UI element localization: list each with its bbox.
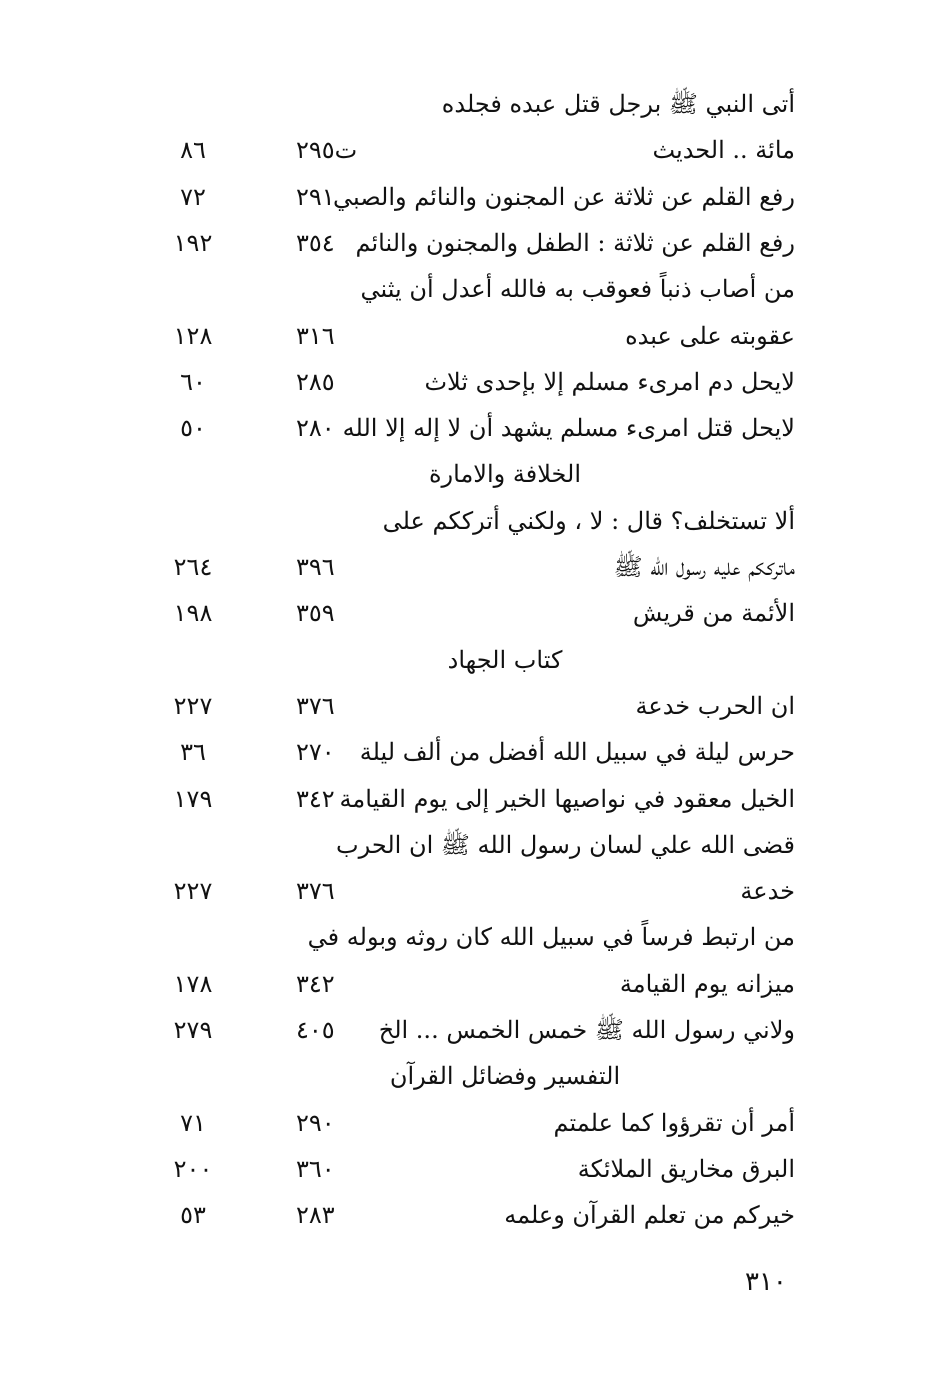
entry-text: لايحل دم امرىء مسلم إلا بإحدى ثلاث bbox=[424, 368, 795, 396]
entry-text: ميزانه يوم القيامة bbox=[619, 970, 795, 998]
section-heading bbox=[0, 451, 935, 497]
entry-text: مائة .. الحديث bbox=[652, 136, 795, 164]
entry-reference-number: ٣١٦ bbox=[296, 322, 335, 350]
entry-text: ولاني رسول الله ﷺ خمس الخمس ... الخ bbox=[378, 1016, 795, 1044]
entry-text: رفع القلم عن ثلاثة عن المجنون والنائم والصبي bbox=[332, 183, 795, 211]
entry-reference-number: ٢٩٠ bbox=[296, 1109, 335, 1137]
entry-page-number: ١٢٨ bbox=[173, 322, 213, 350]
entry-text: من أصاب ذنباً فعوقب به فالله أعدل أن يثني bbox=[360, 275, 795, 303]
section-heading-text: كتاب الجهاد bbox=[447, 646, 563, 674]
entry-text: خدعة bbox=[740, 877, 795, 905]
section-heading-text: التفسير وفضائل القرآن bbox=[389, 1062, 621, 1090]
page-number: ٣١٠ bbox=[745, 1267, 787, 1297]
entry-reference-number: ت٢٩٥ bbox=[296, 136, 358, 164]
entry-reference-number: ٣٩٦ bbox=[296, 553, 335, 581]
entry-page-number: ٧٢ bbox=[180, 183, 206, 211]
entry-reference-number: ٣٦٠ bbox=[296, 1155, 335, 1183]
entry-page-number: ١٧٨ bbox=[173, 970, 213, 998]
entry-reference-number: ٣٧٦ bbox=[296, 692, 335, 720]
entry-page-number: ٢٢٧ bbox=[173, 692, 213, 720]
index-entry bbox=[0, 498, 935, 544]
index-entry bbox=[0, 220, 935, 266]
entry-page-number: ٧١ bbox=[180, 1109, 206, 1137]
index-entry bbox=[0, 359, 935, 405]
entry-text: أتى النبي ﷺ برجل قتل عبده فجلده bbox=[441, 90, 795, 118]
entry-page-number: ٨٦ bbox=[180, 136, 206, 164]
entry-page-number: ٦٠ bbox=[180, 368, 206, 396]
entry-page-number: ٥٠ bbox=[180, 414, 206, 442]
entry-page-number: ٣٦ bbox=[180, 738, 206, 766]
entry-text: عقوبته على عبده bbox=[625, 322, 795, 350]
entry-text: البرق مخاريق الملائكة bbox=[577, 1155, 795, 1183]
section-heading-text: الخلافة والامارة bbox=[428, 460, 582, 488]
index-entry bbox=[0, 313, 935, 359]
entry-page-number: ١٧٩ bbox=[173, 785, 213, 813]
index-entry bbox=[0, 405, 935, 451]
index-entry bbox=[0, 776, 935, 822]
entry-text: حرس ليلة في سبيل الله أفضل من ألف ليلة bbox=[359, 738, 795, 766]
entry-reference-number: ٢٩١ bbox=[296, 183, 335, 211]
entry-text: من ارتبط فرساً في سبيل الله كان روثه وبوله في bbox=[307, 923, 795, 951]
entry-text: رفع القلم عن ثلاثة : الطفل والمجنون والنائم bbox=[355, 229, 795, 257]
entry-text: ماترككم عليه رسول الله ﷺ bbox=[613, 553, 795, 581]
entry-text: الأئمة من قريش bbox=[632, 599, 795, 627]
index-entry bbox=[0, 590, 935, 636]
entry-page-number: ١٩٨ bbox=[173, 599, 213, 627]
index-entry bbox=[0, 127, 935, 173]
index-entry bbox=[0, 1007, 935, 1053]
entry-reference-number: ٣٤٢ bbox=[296, 785, 335, 813]
entry-reference-number: ٤٠٥ bbox=[296, 1016, 335, 1044]
index-entry bbox=[0, 81, 935, 127]
entry-text: لايحل قتل امرىء مسلم يشهد أن لا إله إلا الله bbox=[342, 414, 795, 442]
entry-text: الخيل معقود في نواصيها الخير إلى يوم القيامة bbox=[339, 785, 795, 813]
entry-page-number: ٢٦٤ bbox=[173, 553, 213, 581]
index-entry bbox=[0, 174, 935, 220]
entry-text: ان الحرب خدعة bbox=[635, 692, 795, 720]
index-entry bbox=[0, 729, 935, 775]
entry-text: خيركم من تعلم القرآن وعلمه bbox=[504, 1201, 795, 1229]
index-entry bbox=[0, 914, 935, 960]
entry-reference-number: ٢٨٥ bbox=[296, 368, 335, 396]
index-entry bbox=[0, 822, 935, 868]
index-entry bbox=[0, 961, 935, 1007]
entry-reference-number: ٣٧٦ bbox=[296, 877, 335, 905]
index-entry bbox=[0, 683, 935, 729]
entry-text: أمر أن تقرؤوا كما علمتم bbox=[553, 1109, 795, 1137]
entry-reference-number: ٢٨٠ bbox=[296, 414, 335, 442]
index-entry bbox=[0, 1192, 935, 1238]
entry-text: قضى الله علي لسان رسول الله ﷺ ان الحرب bbox=[336, 831, 795, 859]
index-entry bbox=[0, 1100, 935, 1146]
entry-reference-number: ٣٥٤ bbox=[296, 229, 335, 257]
entry-reference-number: ٣٥٩ bbox=[296, 599, 335, 627]
index-entry bbox=[0, 868, 935, 914]
section-heading bbox=[0, 637, 935, 683]
entry-page-number: ٥٣ bbox=[180, 1201, 206, 1229]
entry-reference-number: ٣٤٢ bbox=[296, 970, 335, 998]
entry-page-number: ١٩٢ bbox=[173, 229, 213, 257]
entry-page-number: ٢٠٠ bbox=[173, 1155, 213, 1183]
entry-reference-number: ٢٧٠ bbox=[296, 738, 335, 766]
index-entry bbox=[0, 266, 935, 312]
index-entry bbox=[0, 544, 935, 590]
entry-text: ألا تستخلف؟ قال : لا ، ولكني أترككم على bbox=[382, 507, 795, 535]
section-heading bbox=[0, 1053, 935, 1099]
entry-page-number: ٢٧٩ bbox=[173, 1016, 213, 1044]
entry-reference-number: ٢٨٣ bbox=[296, 1201, 335, 1229]
entry-page-number: ٢٢٧ bbox=[173, 877, 213, 905]
index-entry bbox=[0, 1146, 935, 1192]
